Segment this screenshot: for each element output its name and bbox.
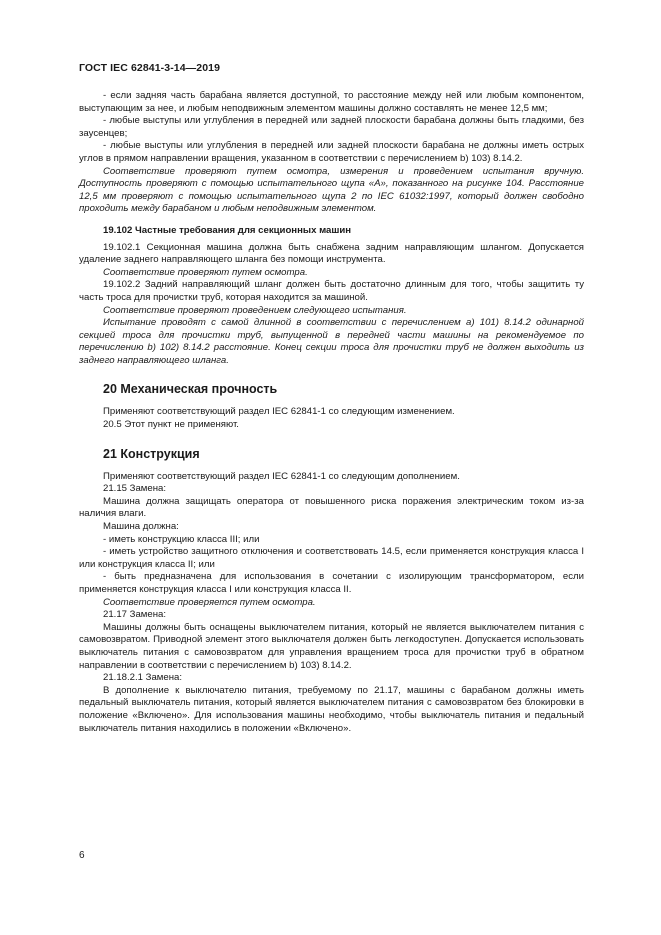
paragraph: Применяют соответствующий раздел IEC 62841-1 со следующим изменением. xyxy=(103,406,455,418)
subsection-heading: 19.102 Частные требования для секционных машин xyxy=(103,224,352,236)
paragraph: Машины должны быть оснащены выключателем питания, который не является выключателем питания с самовозвратом. Приводной элемент этого выключателя должен быть легкодоступен. Допускается использовать выключатель питания с самовозвратом для управления вращением троса для прочистки труб в обратном направлении в соответствии с перечислением b) 103) 8.14.2. xyxy=(79,621,584,671)
compliance-note: Испытание проводят с самой длинной в соответствии с перечислением а) 101) 8.14.2 одинарной секцией троса для прочистки труб, выпущенной в передней части машины на рекомендуемое по перечислению b) 102) 8.14.2 расстояние. Конец секции троса для прочистки труб не должен выходить из заднего направляющего шланга. xyxy=(79,317,584,366)
paragraph: - если задняя часть барабана является доступной, то расстояние между ней или любым компонентом, выступающим за нее, и любым неподвижным элементом машины должно составлять не менее 12,5 мм; xyxy=(79,90,584,114)
paragraph: 21.17 Замена: xyxy=(103,609,167,621)
document-body xyxy=(79,90,584,735)
paragraph: 19.102.1 Секционная машина должна быть снабжена задним направляющим шлангом. Допускается удаление заднего направляющего шланга без помощи инструмента. xyxy=(79,241,584,266)
paragraph: - иметь устройство защитного отключения и соответствовать 14.5, если применяется конструкция класса I или конструкция класса II; или xyxy=(79,546,584,570)
paragraph: Машина должна: xyxy=(103,521,179,533)
page-number: 6 xyxy=(79,850,85,861)
paragraph: - любые выступы или углубления в передней или задней плоскости барабана не должны иметь острых углов в прямом направлении вращения, указанном в соответствии с перечислением b) 103) 8.14.2. xyxy=(79,140,584,164)
paragraph: - иметь конструкцию класса III; или xyxy=(103,533,260,545)
paragraph: 20.5 Этот пункт не применяют. xyxy=(103,419,239,431)
paragraph: 21.15 Замена: xyxy=(103,483,167,495)
paragraph: В дополнение к выключателю питания, требуемому по 21.17, машины с барабаном должны иметь педальный выключатель питания, который является выключателем питания с самовозвратом без блокировки в положение «Включено». Для использования машины необходимо, чтобы выключатель питания и педальный выключатель питания находились в положении «Включено». xyxy=(79,684,584,734)
paragraph: 21.18.2.1 Замена: xyxy=(103,672,183,684)
section-heading: 21 Конструкция xyxy=(103,446,200,461)
paragraph: Машина должна защищать оператора от повышенного риска поражения электрическим током из-за наличия влаги. xyxy=(79,495,584,520)
paragraph: - любые выступы или углубления в передней или задней плоскости барабана должны быть гладкими, без заусенцев; xyxy=(79,115,584,139)
paragraph: 19.102.2 Задний направляющий шланг должен быть достаточно длинным для того, чтобы защитить ту часть троса для прочистки труб, которая находится за машиной. xyxy=(79,279,584,303)
compliance-note: Соответствие проверяется путем осмотра. xyxy=(103,596,316,608)
paragraph: - быть предназначена для использования в сочетании с изолирующим трансформатором, если применяется конструкция класса I или конструкция класса II. xyxy=(79,571,584,595)
compliance-note: Соответствие проверяют путем осмотра, измерения и проведением испытания вручную. Доступность проверяют с помощью испытательного щупа «А», показанного на рисунке 104. Расстояние 12,5 мм проверяют с помощью испытательного щупа 2 по IEC 61032:1997, который должен свободно проходить между барабаном и любым неподвижным элементом. xyxy=(79,165,584,215)
document-header: ГОСТ IEC 62841-3-14—2019 xyxy=(79,62,221,74)
compliance-note: Соответствие проверяют путем осмотра. xyxy=(103,266,308,278)
section-heading: 20 Механическая прочность xyxy=(103,382,278,397)
paragraph: Применяют соответствующий раздел IEC 62841-1 со следующим дополнением. xyxy=(103,470,460,482)
compliance-note: Соответствие проверяют проведением следующего испытания. xyxy=(103,304,407,316)
